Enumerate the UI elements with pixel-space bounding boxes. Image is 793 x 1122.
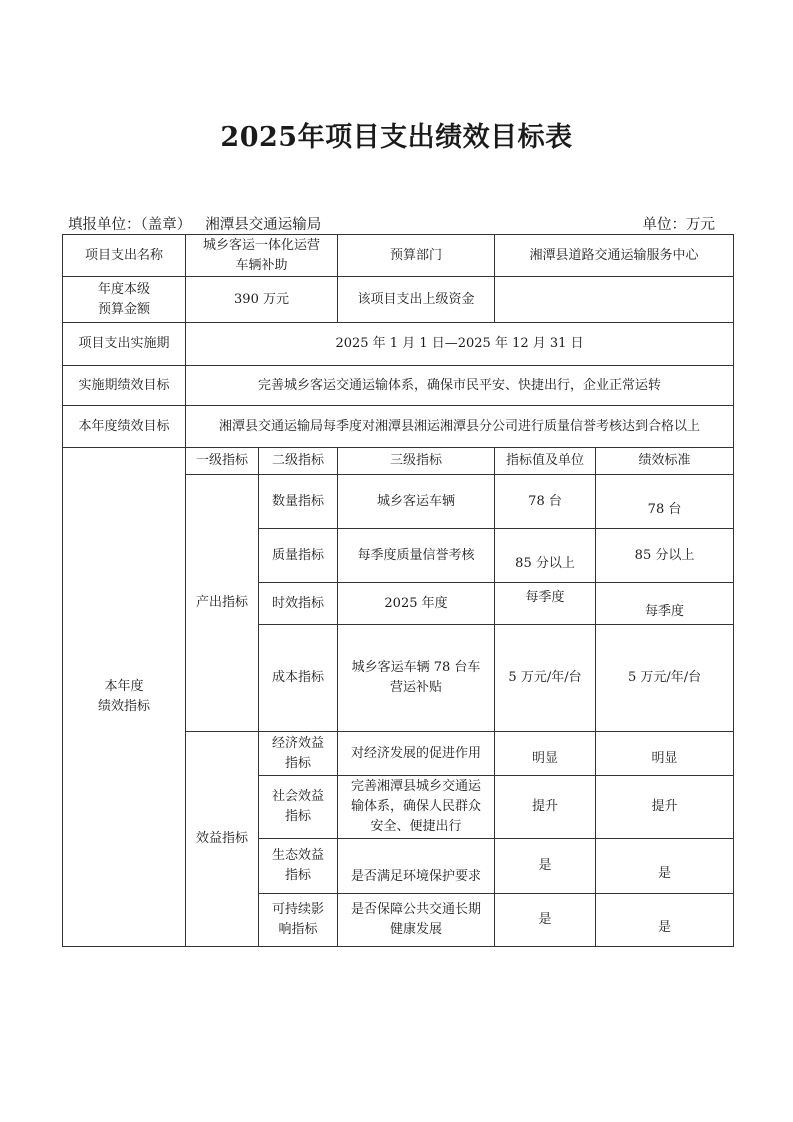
period-label: 项目支出实施期 <box>63 323 186 366</box>
column-header-level3: 三级指标 <box>338 448 495 475</box>
level3-cell: 是否满足环境保护要求 <box>338 839 495 894</box>
annual-budget-value: 390 万元 <box>186 277 338 323</box>
reporting-unit <box>68 213 321 234</box>
reporting-unit-label: 填报单位：（盖章） <box>68 217 192 233</box>
standard-cell: 提升 <box>596 776 734 839</box>
level3-cell: 2025 年度 <box>338 583 495 625</box>
level2-cell: 可持续影 响指标 <box>259 894 338 947</box>
performance-target-table <box>62 234 734 947</box>
annual-budget-label: 年度本级 预算金额 <box>63 277 186 323</box>
level2-cell: 经济效益 指标 <box>259 732 338 776</box>
row-period <box>63 323 734 366</box>
column-header-value: 指标值及单位 <box>495 448 596 475</box>
standard-cell: 是 <box>596 839 734 894</box>
period-goal-label: 实施期绩效目标 <box>63 366 186 406</box>
page-title: 2025年项目支出绩效目标表 <box>220 122 573 153</box>
row-period-goal <box>63 366 734 406</box>
value-cell: 明显 <box>495 732 596 776</box>
value-cell: 85 分以上 <box>495 529 596 583</box>
column-header-standard: 绩效标准 <box>596 448 734 475</box>
standard-cell: 是 <box>596 894 734 947</box>
standard-cell: 85 分以上 <box>596 529 734 583</box>
standard-cell: 每季度 <box>596 583 734 625</box>
project-name-label: 项目支出名称 <box>63 235 186 277</box>
level2-cell: 社会效益 指标 <box>259 776 338 839</box>
level2-cell: 时效指标 <box>259 583 338 625</box>
period-goal-value: 完善城乡客运交通运输体系，确保市民平安、快捷出行，企业正常运转 <box>186 366 734 406</box>
superior-funds-value <box>495 277 734 323</box>
project-name-value: 城乡客运一体化运营 车辆补助 <box>186 235 338 277</box>
level2-cell: 成本指标 <box>259 625 338 732</box>
standard-cell: 78 台 <box>596 475 734 529</box>
indicator-section-label: 本年度 绩效指标 <box>63 448 186 947</box>
level3-cell: 完善湘潭县城乡交通运 输体系，确保人民群众 安全、便捷出行 <box>338 776 495 839</box>
level2-cell: 数量指标 <box>259 475 338 529</box>
value-cell: 每季度 <box>495 583 596 625</box>
level2-cell: 质量指标 <box>259 529 338 583</box>
column-header-level2: 二级指标 <box>259 448 338 475</box>
annual-goal-label: 本年度绩效目标 <box>63 406 186 448</box>
unit-label: 单位：万元 <box>642 217 715 233</box>
value-cell: 是 <box>495 894 596 947</box>
indicator-header-row <box>63 448 734 475</box>
value-cell: 5 万元/年/台 <box>495 625 596 732</box>
standard-cell: 5 万元/年/台 <box>596 625 734 732</box>
level3-cell: 是否保障公共交通长期 健康发展 <box>338 894 495 947</box>
row-project-name <box>63 235 734 277</box>
value-cell: 是 <box>495 839 596 894</box>
level3-cell: 对经济发展的促进作用 <box>338 732 495 776</box>
level3-cell: 每季度质量信誉考核 <box>338 529 495 583</box>
superior-funds-label: 该项目支出上级资金 <box>338 277 495 323</box>
level2-cell: 生态效益 指标 <box>259 839 338 894</box>
value-cell: 78 台 <box>495 475 596 529</box>
value-cell: 提升 <box>495 776 596 839</box>
level3-cell: 城乡客运车辆 <box>338 475 495 529</box>
column-header-level1: 一级指标 <box>186 448 259 475</box>
budget-dept-value: 湘潭县道路交通运输服务中心 <box>495 235 734 277</box>
output-group-label: 产出指标 <box>186 475 259 732</box>
row-annual-goal <box>63 406 734 448</box>
benefit-group-label: 效益指标 <box>186 732 259 947</box>
row-annual-budget <box>63 277 734 323</box>
budget-dept-label: 预算部门 <box>338 235 495 277</box>
period-value: 2025 年 1 月 1 日—2025 年 12 月 31 日 <box>186 323 734 366</box>
reporting-unit-value: 湘潭县交通运输局 <box>205 217 322 233</box>
level3-cell: 城乡客运车辆 78 台车 营运补贴 <box>338 625 495 732</box>
standard-cell: 明显 <box>596 732 734 776</box>
annual-goal-value: 湘潭县交通运输局每季度对湘潭县湘运湘潭县分公司进行质量信誉考核达到合格以上 <box>186 406 734 448</box>
